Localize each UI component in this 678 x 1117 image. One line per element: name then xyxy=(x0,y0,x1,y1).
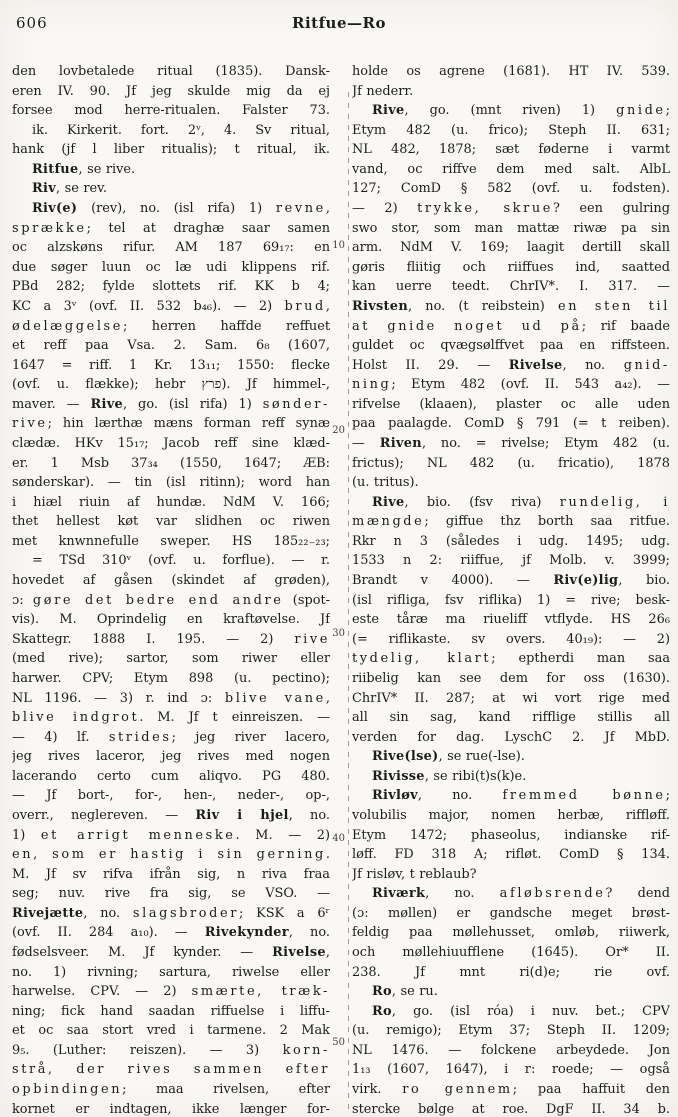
line-text: arm. NdM V. 169; laagit dertill skall xyxy=(352,240,670,256)
text-line xyxy=(12,277,330,297)
line-text: virk. xyxy=(352,1082,403,1098)
spaced-text: tydelig, klart xyxy=(352,651,492,667)
line-text: , no. xyxy=(83,905,133,921)
spaced-text: gøre det bedre end andre xyxy=(32,592,284,608)
headword: Rivekynder xyxy=(204,925,289,941)
text-line xyxy=(12,1021,330,1041)
text-line xyxy=(12,140,330,160)
text-line xyxy=(12,865,330,885)
line-text: NL 482, 1878; sæt føderne i varmt xyxy=(352,142,670,158)
text-line xyxy=(352,904,670,924)
text-line xyxy=(352,982,670,1002)
line-text: Etym 1472; phaseolus, indianske rif- xyxy=(352,827,670,843)
spaced-text: rundelig, i xyxy=(559,494,670,510)
headword: Riv i hjel xyxy=(195,807,289,823)
text-line xyxy=(352,140,670,160)
text-line xyxy=(352,473,670,493)
text-line xyxy=(12,708,330,728)
text-line xyxy=(12,179,330,199)
headword: Rive(lse) xyxy=(372,749,439,765)
text-line xyxy=(12,943,330,963)
line-text: lacerando certo cum aliqvo. PG 480. xyxy=(12,768,330,784)
line-text: ɔ: xyxy=(12,592,33,608)
line-text: ; jeg river lacero, xyxy=(171,729,330,745)
line-text: , xyxy=(325,298,330,314)
headword: Rive xyxy=(90,396,123,412)
line-text: guldet oc qvægsølffvet paa en riffsteen. xyxy=(352,338,670,354)
line-text: (spot- xyxy=(283,592,330,608)
headword: Riv xyxy=(32,181,56,197)
line-text: PBd 282; fylde slottets rif. KK b 4; xyxy=(12,279,330,295)
line-text: KC a 3ᵛ (ovf. II. 532 b₄₆). — 2) xyxy=(12,298,285,314)
line-text: ik. Kirkerit. fort. 2ᵛ, 4. Sv ritual, xyxy=(32,122,330,138)
line-text: M. Jf sv rifva ifrån sig, n riva fraa xyxy=(12,866,330,882)
text-line xyxy=(352,551,670,571)
line-text: 1) xyxy=(12,827,41,843)
line-text: Holst II. 29. — xyxy=(352,357,509,373)
text-line xyxy=(12,904,330,924)
text-line xyxy=(352,258,670,278)
gutter-line-number: 20 xyxy=(332,425,345,436)
line-text: , go. (isl rifa) 1) xyxy=(123,396,263,412)
text-line xyxy=(352,669,670,689)
text-line xyxy=(12,1041,330,1061)
text-line xyxy=(12,591,330,611)
headword: Riv(e)lig xyxy=(553,573,619,589)
line-text: ; Etym 482 (ovf. II. 543 a₄₂). — xyxy=(391,377,670,393)
spaced-text: smærte, træk- xyxy=(191,984,330,1000)
line-text: 1647 = riff. 1 Kr. 13₁₁; 1550: flecke xyxy=(12,357,330,373)
line-text: ; giffue thz borth saa ritfue. xyxy=(424,514,670,530)
line-text: , no. xyxy=(288,925,330,941)
line-text: sønderskar). — tin (isl ritinn); word han xyxy=(12,475,330,491)
line-text: Etym 482 (u. frico); Steph II. 631; xyxy=(352,122,670,138)
line-text: all sin sag, kand rifflige stillis all xyxy=(352,710,670,726)
spaced-text: ning xyxy=(352,377,392,393)
line-text: seg; nuv. rive fra sig, se VSO. — xyxy=(12,886,330,902)
text-line xyxy=(352,82,670,102)
spaced-text: strides xyxy=(108,729,172,745)
text-line xyxy=(352,630,670,650)
line-text: Jf nederr. xyxy=(352,83,414,99)
line-text: i hiæl riuin af hundæ. NdM V. 166; xyxy=(12,494,330,510)
line-text: Jf risløv, t reblaub? xyxy=(352,866,477,882)
text-line xyxy=(12,317,330,337)
line-text: este tåræ ma riueliff vtflyde. HS 26₆ xyxy=(352,612,670,628)
line-text: volubilis major, nomen herbæ, riffløff. xyxy=(352,807,670,823)
headword: Ritfue xyxy=(32,161,79,177)
line-text: Brandt v 4000). — xyxy=(352,573,554,589)
text-line xyxy=(352,493,670,513)
line-text: hovedet af gåsen (skindet af grøden), xyxy=(12,573,330,589)
line-text: gøris fliitig och riiffues ind, saatted xyxy=(352,259,670,275)
line-text: rifvelse (klaaen), plaster oc alle uden xyxy=(352,396,670,412)
line-text: , xyxy=(325,945,330,961)
spaced-text: at gnide noget ud på xyxy=(352,318,582,334)
line-text: , no. xyxy=(288,807,330,823)
line-text: , se ribi(t)s(k)e. xyxy=(424,768,527,784)
headword: Rivejætte xyxy=(12,905,84,921)
line-text: no. 1) rivning; sartura, riwelse eller xyxy=(12,964,330,980)
line-text: due søger luun oc læ udi klippens rif. xyxy=(12,259,330,275)
line-text: , se rue(-lse). xyxy=(438,749,525,765)
line-text: 238. Jf mnt ri(d)e; rie ovf. xyxy=(352,964,670,980)
line-text: oc alzskøns rifur. AM 187 69₁₇: en xyxy=(12,240,330,256)
line-text: (rev), no. (isl rifa) 1) xyxy=(77,201,276,217)
line-text: (ovf. u. flække); hebr פרץ). Jf himmel-, xyxy=(12,377,330,393)
line-text: ? een gulring xyxy=(552,201,670,217)
text-line xyxy=(352,845,670,865)
line-text: , go. (mnt riven) 1) xyxy=(404,103,617,119)
line-text: , go. (isl róa) i nuv. bet.; CPV xyxy=(391,1003,670,1019)
line-text: et reff paa Vsa. 2. Sam. 6₈ (1607, xyxy=(12,338,330,354)
line-text: frictus); NL 482 (u. fricatio), 1878 xyxy=(352,455,670,471)
text-line xyxy=(352,728,670,748)
line-text: forsee mod herre-ritualen. Falster 73. xyxy=(12,103,330,119)
text-line xyxy=(12,82,330,102)
line-text: , no. (t reibstein) xyxy=(408,298,558,314)
spaced-text: gnid- xyxy=(623,357,670,373)
line-text: , bio. xyxy=(618,573,670,589)
text-line xyxy=(12,375,330,395)
gutter-line-number: 50 xyxy=(332,1037,345,1048)
line-text: , se ru. xyxy=(391,984,438,1000)
text-line xyxy=(352,199,670,219)
text-line xyxy=(12,747,330,767)
spaced-text: brud xyxy=(284,298,326,314)
text-line xyxy=(12,493,330,513)
line-text: er. 1 Msb 37₃₄ (1550, 1647; ÆB: xyxy=(12,455,330,471)
text-line xyxy=(12,571,330,591)
spaced-text: ødelæggelse xyxy=(12,318,123,334)
text-line xyxy=(12,786,330,806)
left-column xyxy=(12,62,330,1117)
text-line xyxy=(352,786,670,806)
spaced-text: en, som er hastig i sin gerning xyxy=(12,847,326,863)
line-text: thet hellest køt var slidhen oc riwen xyxy=(12,514,330,530)
text-line xyxy=(352,708,670,728)
line-text: paa paalagde. ComD § 791 (= t reiben). xyxy=(352,416,670,432)
running-head: Ritfue—Ro xyxy=(292,14,386,32)
text-line xyxy=(12,238,330,258)
headword: Riv(e) xyxy=(32,201,78,217)
text-line xyxy=(352,336,670,356)
text-line xyxy=(352,62,670,82)
line-text: et oc saa stort vred i tarmene. 2 Mak xyxy=(12,1023,330,1039)
spaced-text: revne xyxy=(275,201,326,217)
line-text: eren IV. 90. Jf jeg skulde mig da ej xyxy=(12,83,330,99)
text-line xyxy=(12,728,330,748)
line-text: 1533 n 2: riiffue, jf Molb. v. 3999; xyxy=(352,553,670,569)
line-text: (isl rifliga, fsv riflika) 1) = rive; besk- xyxy=(352,592,670,608)
text-line xyxy=(12,630,330,650)
line-text: . xyxy=(325,847,330,863)
line-text: ; eptherdi man saa xyxy=(491,651,670,667)
line-text: kornet er indtagen, ikke længer for- xyxy=(12,1101,330,1117)
text-line xyxy=(352,395,670,415)
text-line xyxy=(12,473,330,493)
text-line xyxy=(352,884,670,904)
text-line xyxy=(352,649,670,669)
text-line xyxy=(12,297,330,317)
text-line xyxy=(12,336,330,356)
text-line xyxy=(12,884,330,904)
spaced-text: blive vane xyxy=(224,690,326,706)
text-line xyxy=(352,1100,670,1117)
headword: Rive xyxy=(372,494,405,510)
spaced-text: en sten til xyxy=(557,298,670,314)
text-line xyxy=(12,199,330,219)
gutter-line-number: 10 xyxy=(332,240,345,251)
headword: Rivløv xyxy=(372,788,418,804)
line-text: och møllehiuufflene (1645). Or* II. xyxy=(352,945,670,961)
text-line xyxy=(12,551,330,571)
line-text: (ɔ: møllen) er gandsche meget brøst- xyxy=(352,905,670,921)
line-text: ; rif baade xyxy=(581,318,670,334)
line-text: Skattegr. 1888 I. 195. — 2) xyxy=(12,631,295,647)
line-text: — 4) lf. xyxy=(12,729,109,745)
line-text: (= riflikaste. sv overs. 40₁₉): — 2) xyxy=(352,631,670,647)
text-line xyxy=(12,845,330,865)
text-line xyxy=(352,219,670,239)
text-line xyxy=(12,1100,330,1117)
spaced-text: slagsbroder xyxy=(132,905,239,921)
text-line xyxy=(12,982,330,1002)
line-text: NL 1476. — folckene arbeydede. Jon xyxy=(352,1042,670,1058)
headword: Rive xyxy=(372,103,405,119)
text-line xyxy=(352,1041,670,1061)
line-text: holde os agrene (1681). HT IV. 539. xyxy=(352,64,670,79)
line-text: . M. — 2) xyxy=(235,827,330,843)
text-line xyxy=(12,160,330,180)
text-line xyxy=(12,101,330,121)
spaced-text: ro gennem xyxy=(402,1082,513,1098)
line-text: 9₅. (Luther: reiszen). — 3) xyxy=(12,1042,283,1058)
text-line xyxy=(352,512,670,532)
line-text: . M. Jf t einreiszen. — xyxy=(139,710,330,726)
text-line xyxy=(352,179,670,199)
text-line xyxy=(352,434,670,454)
text-line xyxy=(352,317,670,337)
spaced-text: rive xyxy=(12,416,48,432)
text-line xyxy=(12,963,330,983)
line-text: riibelig kan see dem for oss (1630). xyxy=(352,670,670,686)
line-text: vand, oc riffve dem med salt. AlbL xyxy=(352,161,670,177)
line-text: , no. xyxy=(562,357,624,373)
text-line xyxy=(352,414,670,434)
line-text: stercke bølge at roe. DgF II. 34 b. xyxy=(352,1101,670,1117)
text-line xyxy=(12,258,330,278)
line-text: ; herren haffde reffuet xyxy=(122,318,330,334)
text-line xyxy=(12,219,330,239)
text-line xyxy=(352,610,670,630)
text-line xyxy=(12,414,330,434)
column-gutter xyxy=(330,62,352,1117)
headword: Rivisse xyxy=(372,768,425,784)
line-text: (u. remigo); Etym 37; Steph II. 1209; xyxy=(352,1023,670,1039)
line-text: ; xyxy=(665,103,670,119)
line-text: — Jf bort-, for-, hen-, neder-, op-, xyxy=(12,788,330,804)
text-line xyxy=(12,689,330,709)
text-line xyxy=(352,101,670,121)
text-line xyxy=(12,532,330,552)
line-text: ? dend xyxy=(605,886,670,902)
text-line xyxy=(12,395,330,415)
line-text: kan uerre teedt. ChrIV*. I. 317. — xyxy=(352,279,670,295)
line-text: swo stor, som man mattæ riwæ pa sin xyxy=(352,220,670,236)
spaced-text: sprække xyxy=(12,220,87,236)
text-line xyxy=(12,669,330,689)
text-line xyxy=(352,1002,670,1022)
text-line xyxy=(352,767,670,787)
text-line xyxy=(352,923,670,943)
spaced-text: et arrigt menneske xyxy=(40,827,236,843)
headword: Ro xyxy=(372,984,392,1000)
text-line xyxy=(352,591,670,611)
line-text: (u. tritus). xyxy=(352,475,419,491)
text-line xyxy=(12,767,330,787)
page-body xyxy=(12,62,670,1117)
text-line xyxy=(12,1080,330,1100)
text-line xyxy=(12,826,330,846)
text-line xyxy=(12,512,330,532)
text-line xyxy=(12,1002,330,1022)
line-text: fødselsveer. M. Jf kynder. — xyxy=(12,945,273,961)
text-line xyxy=(352,1060,670,1080)
text-line xyxy=(12,62,330,82)
text-line xyxy=(12,649,330,669)
text-line xyxy=(12,121,330,141)
text-line xyxy=(352,865,670,885)
spaced-text: mængde xyxy=(352,514,425,530)
headword: Rivelse xyxy=(508,357,563,373)
line-text: clædæ. HKv 15₁₇; Jacob reff sine klæd- xyxy=(12,435,330,451)
text-line xyxy=(352,689,670,709)
gutter-line-number: 30 xyxy=(332,628,345,639)
text-line xyxy=(12,923,330,943)
headword: Rivelse xyxy=(272,945,326,961)
text-line xyxy=(352,375,670,395)
line-text: overr., neglereven. — xyxy=(12,807,196,823)
text-line xyxy=(12,1060,330,1080)
text-line xyxy=(12,610,330,630)
line-text: den lovbetalede ritual (1835). Dansk- xyxy=(12,64,330,79)
line-text: maver. — xyxy=(12,396,91,412)
line-text: verden for dag. LyschC 2. Jf MbD. xyxy=(352,729,670,745)
text-line xyxy=(352,532,670,552)
line-text: hank (jf l liber ritualis); t ritual, ik. xyxy=(12,142,330,158)
text-line xyxy=(352,963,670,983)
line-text: — 2) xyxy=(352,201,418,217)
text-line xyxy=(12,806,330,826)
text-line xyxy=(352,1021,670,1041)
line-text: , xyxy=(325,690,330,706)
headword: Ro xyxy=(372,1003,392,1019)
text-line xyxy=(352,160,670,180)
page-header xyxy=(0,12,678,38)
line-text: harwer. CPV; Etym 898 (u. pectino); xyxy=(12,670,330,686)
line-text: , no. xyxy=(425,886,500,902)
line-text: 127; ComD § 582 (ovf. u. fodsten). xyxy=(352,181,670,197)
line-text: ; maa rivelsen, efter xyxy=(122,1082,330,1098)
line-text: (med rive); sartor, som riwer eller xyxy=(12,651,330,667)
headword: Rivsten xyxy=(352,298,408,314)
gutter-line-number: 40 xyxy=(332,833,345,844)
spaced-text: gnide xyxy=(616,103,666,119)
spaced-text: korn- xyxy=(282,1042,330,1058)
line-text: løff. FD 318 A; rifløt. ComD § 134. xyxy=(352,847,670,863)
page-number: 606 xyxy=(16,14,48,32)
line-text: = TSd 310ᵛ (ovf. u. forflue). — r. xyxy=(32,553,330,569)
spaced-text: sønder- xyxy=(262,396,330,412)
text-line xyxy=(352,454,670,474)
spaced-text: rive xyxy=(294,631,330,647)
line-text: , se rev. xyxy=(56,181,107,197)
spaced-text: fremmed bønne xyxy=(502,788,666,804)
line-text: ChrIV* II. 287; at wi vort rige med xyxy=(352,690,670,706)
line-text: ; KSK a 6ʳ xyxy=(238,905,330,921)
spaced-text: afløbsrende xyxy=(499,886,606,902)
text-line xyxy=(12,434,330,454)
line-text: ; xyxy=(665,788,670,804)
text-line xyxy=(352,297,670,317)
spaced-text: trykke, skrue xyxy=(417,201,553,217)
spaced-text: blive indgrot xyxy=(12,710,140,726)
text-line xyxy=(352,277,670,297)
text-line xyxy=(352,826,670,846)
line-text: — xyxy=(352,435,380,451)
line-text: Rkr n 3 (således i udg. 1495; udg. xyxy=(352,533,670,549)
line-text: harwelse. CPV. — 2) xyxy=(12,984,192,1000)
spaced-text: strå, der rives sammen efter xyxy=(12,1062,330,1078)
right-column xyxy=(352,62,670,1117)
headword: Riværk xyxy=(372,886,426,902)
text-line xyxy=(352,356,670,376)
line-text: 1₁₃ (1607, 1647), i r: roede; — også xyxy=(352,1062,670,1078)
text-line xyxy=(12,356,330,376)
line-text: ning; fick hand saadan riffuelse i liffu- xyxy=(12,1003,330,1019)
line-text: ; paa haffuit den xyxy=(512,1082,670,1098)
line-text: NL 1196. — 3) r. ind ɔ: xyxy=(12,690,225,706)
line-text: met knwnnefulle sweper. HS 185₂₂₋₂₃; xyxy=(12,533,330,549)
text-line xyxy=(352,1080,670,1100)
text-line xyxy=(352,806,670,826)
text-line xyxy=(352,238,670,258)
line-text: ; hin lærthæ mæns forman reff synæ xyxy=(47,416,330,432)
text-line xyxy=(352,747,670,767)
text-line xyxy=(352,121,670,141)
headword: Riven xyxy=(379,435,422,451)
line-text: , no. = rivelse; Etym 482 (u. xyxy=(421,435,670,451)
line-text: vis). M. Oprindelig en kraftøvelse. Jf xyxy=(12,612,330,628)
spaced-text: opbindingen xyxy=(12,1082,123,1098)
line-text: (ovf. II. 284 a₁₀). — xyxy=(12,925,205,941)
line-text: , se rive. xyxy=(78,161,136,177)
column-divider-rule xyxy=(348,92,349,1111)
text-line xyxy=(12,454,330,474)
line-text: , no. xyxy=(417,788,503,804)
text-line xyxy=(352,571,670,591)
line-text: ; tel at draghæ saar samen xyxy=(86,220,330,236)
line-text: , bio. (fsv riva) xyxy=(404,494,560,510)
line-text: jeg rives laceror, jeg rives med nogen xyxy=(12,749,330,765)
line-text: , xyxy=(325,201,330,217)
text-line xyxy=(352,943,670,963)
line-text: feldig paa møllehusset, omløb, riiwerk, xyxy=(352,925,670,941)
